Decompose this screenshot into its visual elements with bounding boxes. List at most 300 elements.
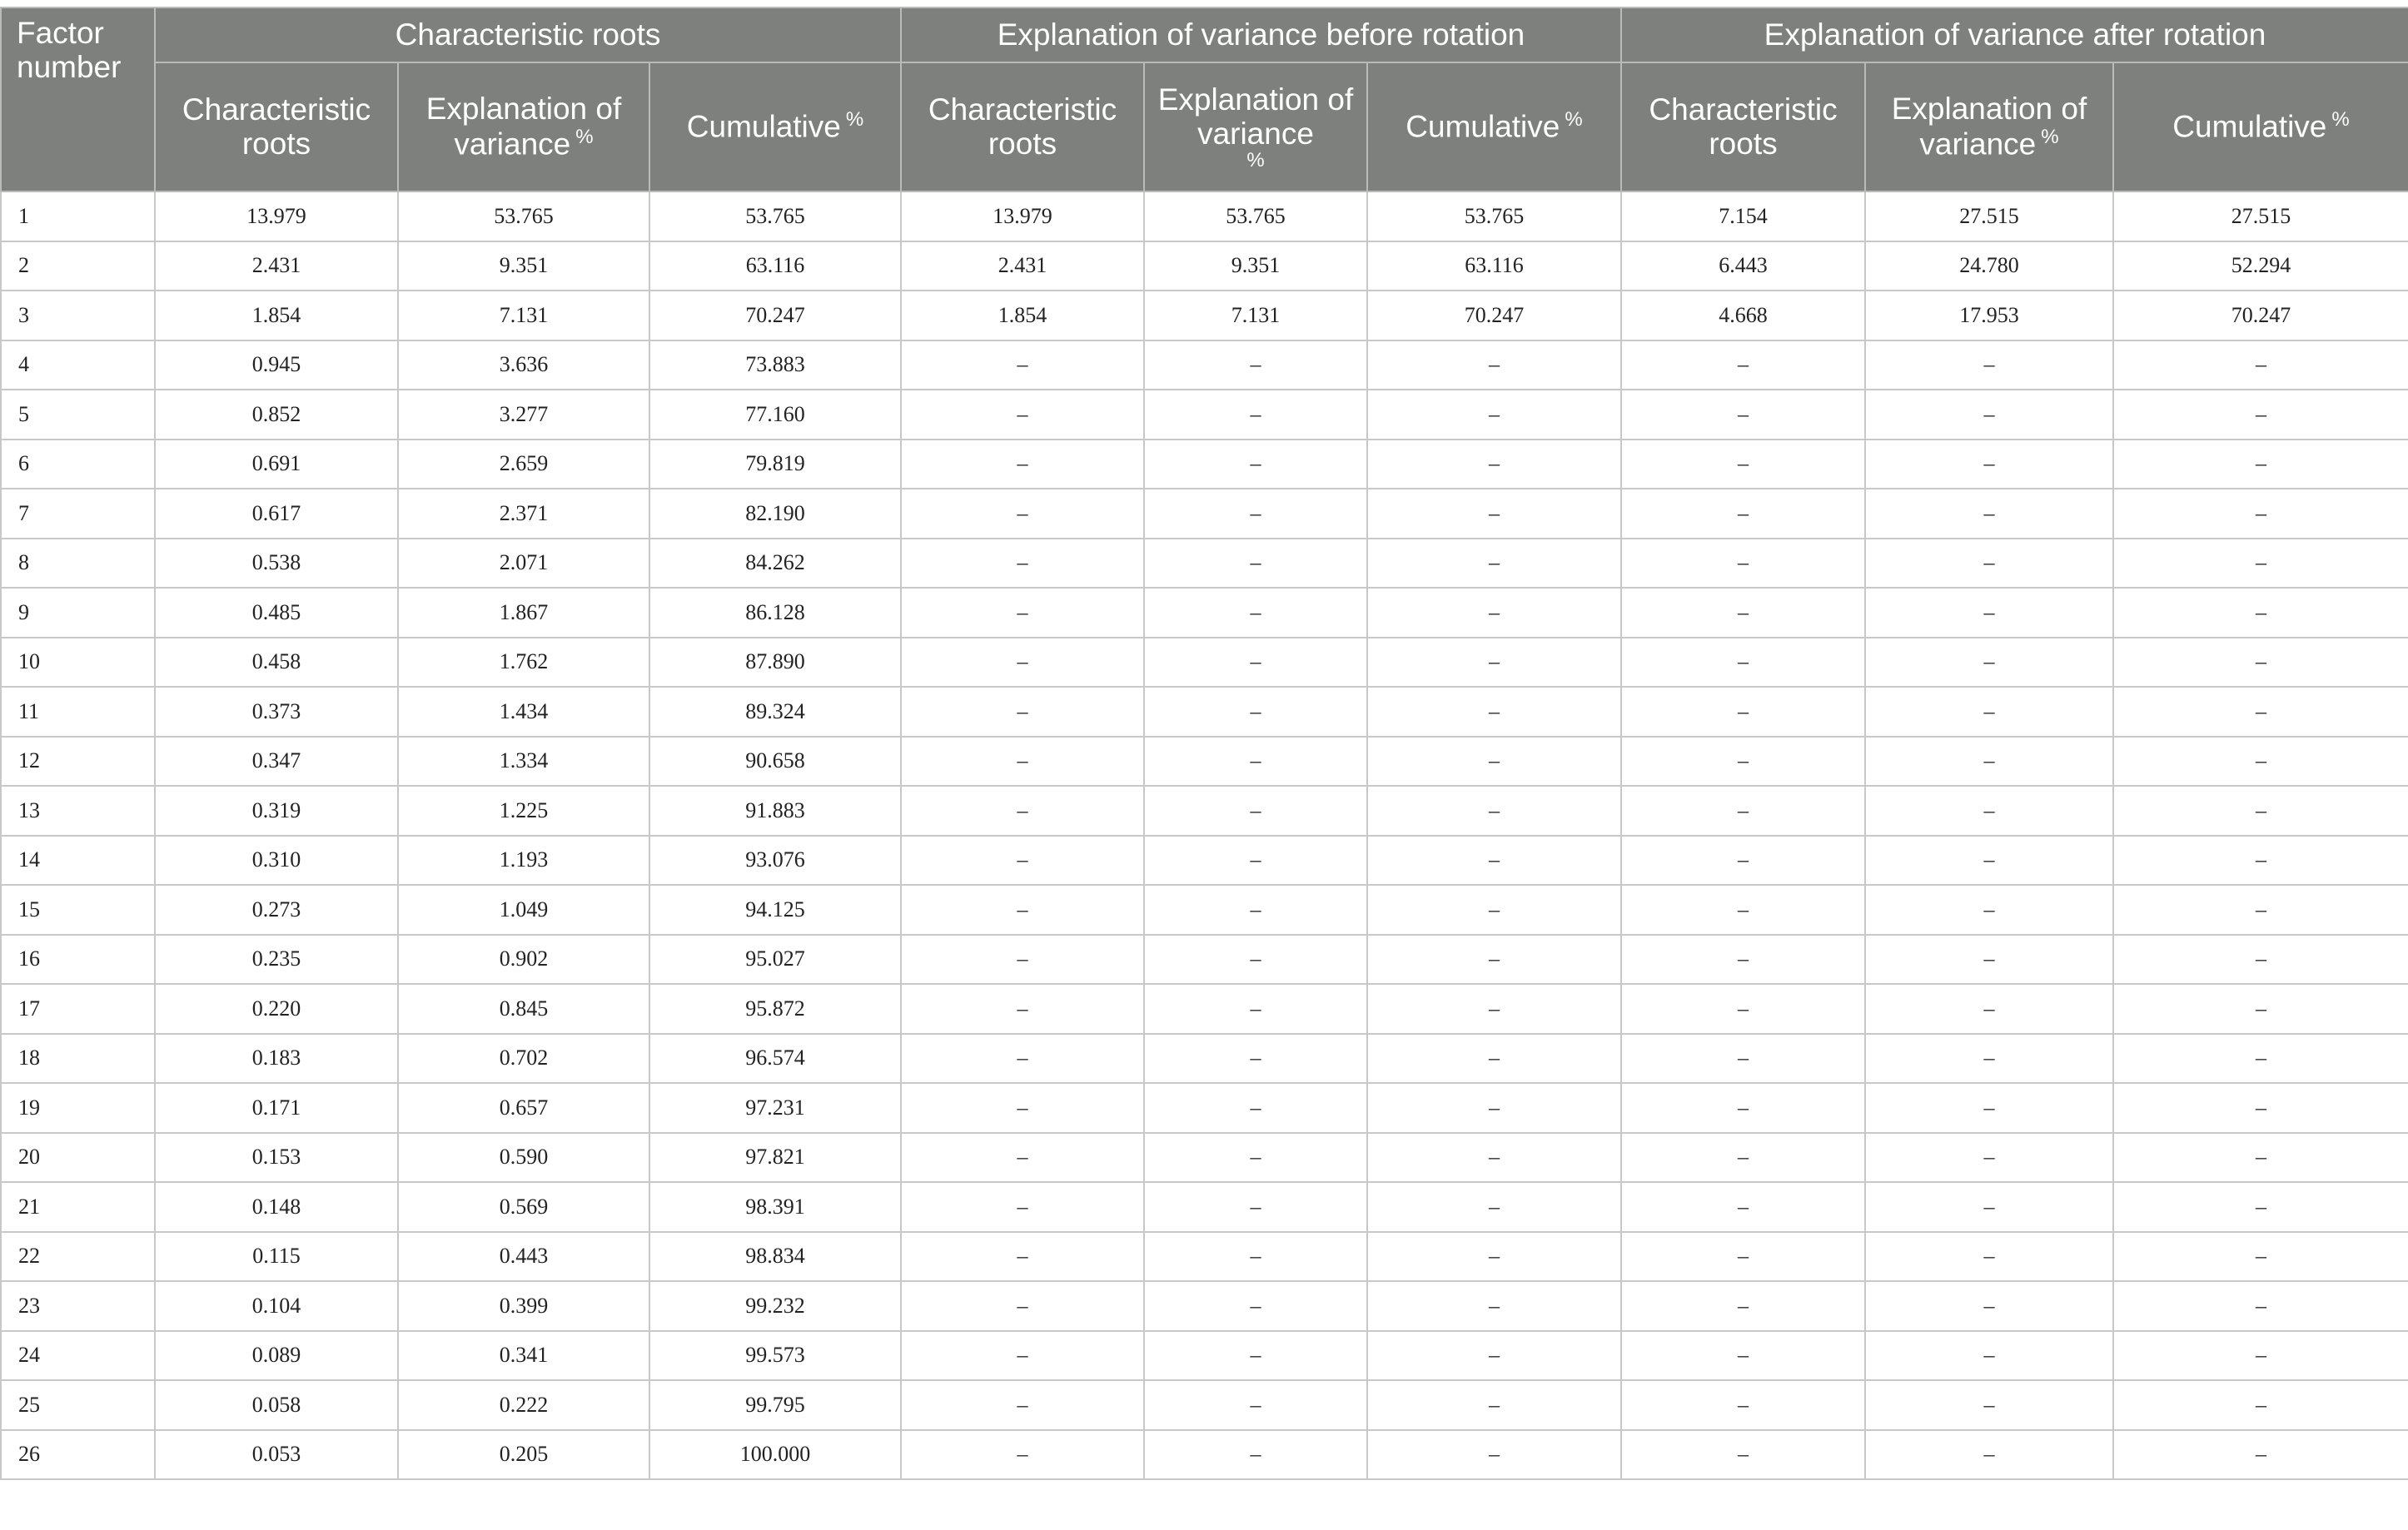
after-rotation-variance-cell: – — [1865, 1430, 2113, 1480]
after-rotation-cumulative-cell: – — [2113, 638, 2408, 688]
after-rotation-roots-cell: – — [1621, 440, 1865, 489]
factor-number-cell: 11 — [1, 687, 155, 737]
before-rotation-variance-cell: 7.131 — [1144, 291, 1367, 340]
before-rotation-variance-cell: – — [1144, 1083, 1367, 1133]
characteristic-roots-cell: 0.148 — [155, 1182, 398, 1232]
table-row — [1, 291, 2408, 340]
before-rotation-variance-cell: – — [1144, 737, 1367, 787]
before-rotation-variance-cell: – — [1144, 440, 1367, 489]
before-rotation-roots-cell: – — [901, 1331, 1144, 1381]
after-rotation-cumulative-cell: – — [2113, 1232, 2408, 1282]
factor-number-cell: 24 — [1, 1331, 155, 1381]
after-rotation-roots-cell: 7.154 — [1621, 191, 1865, 241]
after-rotation-variance-cell: – — [1865, 440, 2113, 489]
cumulative-cell: 91.883 — [649, 786, 901, 836]
before-rotation-variance-cell: – — [1144, 489, 1367, 539]
factor-number-cell: 26 — [1, 1430, 155, 1480]
explanation-of-variance-cell: 1.867 — [398, 588, 649, 638]
factor-number-cell: 22 — [1, 1232, 155, 1282]
table-row — [1, 1034, 2408, 1084]
percent-sign: % — [845, 108, 864, 132]
explanation-of-variance-cell: 0.443 — [398, 1232, 649, 1282]
factor-number-cell: 15 — [1, 885, 155, 935]
after-rotation-cumulative-cell: – — [2113, 440, 2408, 489]
after-rotation-cumulative-cell: – — [2113, 1182, 2408, 1232]
table-row — [1, 1083, 2408, 1133]
after-rotation-roots-cell: – — [1621, 1331, 1865, 1381]
cumulative-cell: 98.391 — [649, 1182, 901, 1232]
explanation-of-variance-cell: 7.131 — [398, 291, 649, 340]
after-rotation-roots-cell: – — [1621, 638, 1865, 688]
cumulative-cell: 82.190 — [649, 489, 901, 539]
factor-number-cell: 16 — [1, 935, 155, 985]
after-rotation-cumulative-cell: – — [2113, 539, 2408, 589]
before-rotation-roots-cell: – — [901, 1182, 1144, 1232]
factor-number-cell: 7 — [1, 489, 155, 539]
before-rotation-variance-cell: – — [1144, 786, 1367, 836]
characteristic-roots-cell: 13.979 — [155, 191, 398, 241]
characteristic-roots-cell: 0.153 — [155, 1133, 398, 1183]
cumulative-cell: 96.574 — [649, 1034, 901, 1084]
explanation-of-variance-cell: 9.351 — [398, 241, 649, 291]
before-rotation-roots-cell: – — [901, 539, 1144, 589]
header-characteristic-roots — [901, 62, 1144, 191]
before-rotation-variance-cell: – — [1144, 1430, 1367, 1480]
explanation-of-variance-cell: 0.222 — [398, 1380, 649, 1430]
before-rotation-roots-cell: 1.854 — [901, 291, 1144, 340]
after-rotation-variance-cell: – — [1865, 1232, 2113, 1282]
after-rotation-cumulative-cell: – — [2113, 1034, 2408, 1084]
before-rotation-variance-cell: – — [1144, 836, 1367, 886]
characteristic-roots-cell: 0.458 — [155, 638, 398, 688]
characteristic-roots-cell: 0.273 — [155, 885, 398, 935]
explanation-of-variance-cell: 1.049 — [398, 885, 649, 935]
header-label: Cumulative — [1405, 109, 1560, 144]
before-rotation-roots-cell: – — [901, 1380, 1144, 1430]
characteristic-roots-cell: 1.854 — [155, 291, 398, 340]
characteristic-roots-cell: 0.058 — [155, 1380, 398, 1430]
after-rotation-cumulative-cell: – — [2113, 737, 2408, 787]
before-rotation-roots-cell: 2.431 — [901, 241, 1144, 291]
table-row — [1, 1281, 2408, 1331]
before-rotation-variance-cell: – — [1144, 687, 1367, 737]
after-rotation-variance-cell: – — [1865, 885, 2113, 935]
before-rotation-roots-cell: – — [901, 836, 1144, 886]
after-rotation-roots-cell: – — [1621, 539, 1865, 589]
after-rotation-cumulative-cell: – — [2113, 1331, 2408, 1381]
before-rotation-variance-cell: – — [1144, 1133, 1367, 1183]
factor-number-cell: 4 — [1, 340, 155, 390]
after-rotation-cumulative-cell: – — [2113, 984, 2408, 1034]
before-rotation-roots-cell: – — [901, 885, 1144, 935]
explanation-of-variance-cell: 2.071 — [398, 539, 649, 589]
before-rotation-roots-cell: – — [901, 390, 1144, 440]
before-rotation-cumulative-cell: – — [1367, 1380, 1621, 1430]
after-rotation-roots-cell: – — [1621, 489, 1865, 539]
percent-sign: % — [2331, 108, 2350, 132]
before-rotation-cumulative-cell: – — [1367, 489, 1621, 539]
after-rotation-roots-cell: – — [1621, 687, 1865, 737]
after-rotation-roots-cell: 6.443 — [1621, 241, 1865, 291]
before-rotation-cumulative-cell: – — [1367, 340, 1621, 390]
before-rotation-variance-cell: – — [1144, 1380, 1367, 1430]
before-rotation-variance-cell: – — [1144, 1034, 1367, 1084]
table-row — [1, 935, 2408, 985]
after-rotation-variance-cell: – — [1865, 935, 2113, 985]
explanation-of-variance-cell: 0.341 — [398, 1331, 649, 1381]
cumulative-cell: 87.890 — [649, 638, 901, 688]
table-row — [1, 539, 2408, 589]
cumulative-cell: 95.872 — [649, 984, 901, 1034]
before-rotation-cumulative-cell: – — [1367, 687, 1621, 737]
after-rotation-variance-cell: – — [1865, 687, 2113, 737]
table-row — [1, 984, 2408, 1034]
after-rotation-variance-cell: – — [1865, 1083, 2113, 1133]
after-rotation-roots-cell: – — [1621, 1380, 1865, 1430]
after-rotation-cumulative-cell: – — [2113, 489, 2408, 539]
cumulative-cell: 86.128 — [649, 588, 901, 638]
cumulative-cell: 93.076 — [649, 836, 901, 886]
explanation-of-variance-cell: 1.193 — [398, 836, 649, 886]
header-characteristic-roots — [155, 62, 398, 191]
before-rotation-roots-cell: – — [901, 1281, 1144, 1331]
header-group-before-rotation: Explanation of variance before rotation — [901, 7, 1621, 62]
before-rotation-cumulative-cell: – — [1367, 1083, 1621, 1133]
table-row — [1, 588, 2408, 638]
table-row — [1, 1331, 2408, 1381]
characteristic-roots-cell: 0.852 — [155, 390, 398, 440]
factor-number-cell: 23 — [1, 1281, 155, 1331]
after-rotation-variance-cell: – — [1865, 1182, 2113, 1232]
percent-sign: % — [575, 125, 594, 148]
cumulative-cell: 77.160 — [649, 390, 901, 440]
after-rotation-cumulative-cell: – — [2113, 687, 2408, 737]
header-label: Cumulative — [2172, 109, 2327, 144]
factor-number-cell: 6 — [1, 440, 155, 489]
explanation-of-variance-cell: 0.702 — [398, 1034, 649, 1084]
after-rotation-variance-cell: 24.780 — [1865, 241, 2113, 291]
explanation-of-variance-cell: 2.371 — [398, 489, 649, 539]
after-rotation-variance-cell: – — [1865, 786, 2113, 836]
factor-number-cell: 20 — [1, 1133, 155, 1183]
explanation-of-variance-cell: 2.659 — [398, 440, 649, 489]
table-row — [1, 1232, 2408, 1282]
after-rotation-cumulative-cell: 27.515 — [2113, 191, 2408, 241]
explanation-of-variance-cell: 3.636 — [398, 340, 649, 390]
explanation-of-variance-cell: 0.657 — [398, 1083, 649, 1133]
after-rotation-roots-cell: – — [1621, 390, 1865, 440]
after-rotation-variance-cell: – — [1865, 638, 2113, 688]
header-label: Explanation of variance — [1891, 92, 2087, 161]
factor-number-cell: 14 — [1, 836, 155, 886]
before-rotation-variance-cell: – — [1144, 1232, 1367, 1282]
table-row — [1, 786, 2408, 836]
cumulative-cell: 89.324 — [649, 687, 901, 737]
before-rotation-roots-cell: 13.979 — [901, 191, 1144, 241]
characteristic-roots-cell: 0.347 — [155, 737, 398, 787]
before-rotation-variance-cell: 9.351 — [1144, 241, 1367, 291]
before-rotation-roots-cell: – — [901, 1133, 1144, 1183]
table-row — [1, 1182, 2408, 1232]
cumulative-cell: 97.231 — [649, 1083, 901, 1133]
cumulative-cell: 84.262 — [649, 539, 901, 589]
before-rotation-cumulative-cell: – — [1367, 539, 1621, 589]
cumulative-cell: 63.116 — [649, 241, 901, 291]
after-rotation-cumulative-cell: – — [2113, 390, 2408, 440]
before-rotation-roots-cell: – — [901, 489, 1144, 539]
factor-number-cell: 17 — [1, 984, 155, 1034]
header-label: Explanation of variance — [1157, 82, 1354, 151]
before-rotation-variance-cell: – — [1144, 390, 1367, 440]
characteristic-roots-cell: 0.485 — [155, 588, 398, 638]
before-rotation-variance-cell: – — [1144, 885, 1367, 935]
cumulative-cell: 53.765 — [649, 191, 901, 241]
after-rotation-cumulative-cell: – — [2113, 836, 2408, 886]
after-rotation-variance-cell: – — [1865, 588, 2113, 638]
characteristic-roots-cell: 2.431 — [155, 241, 398, 291]
after-rotation-cumulative-cell: – — [2113, 1430, 2408, 1480]
after-rotation-roots-cell: – — [1621, 1133, 1865, 1183]
factor-number-cell: 2 — [1, 241, 155, 291]
percent-sign: % — [2041, 125, 2059, 148]
explanation-of-variance-cell: 1.434 — [398, 687, 649, 737]
characteristic-roots-cell: 0.945 — [155, 340, 398, 390]
before-rotation-cumulative-cell: – — [1367, 1034, 1621, 1084]
factor-number-cell: 3 — [1, 291, 155, 340]
table-row — [1, 340, 2408, 390]
after-rotation-cumulative-cell: 52.294 — [2113, 241, 2408, 291]
characteristic-roots-cell: 0.538 — [155, 539, 398, 589]
before-rotation-variance-cell: – — [1144, 340, 1367, 390]
after-rotation-cumulative-cell: – — [2113, 885, 2408, 935]
characteristic-roots-cell: 0.183 — [155, 1034, 398, 1084]
table-row — [1, 191, 2408, 241]
before-rotation-cumulative-cell: 53.765 — [1367, 191, 1621, 241]
before-rotation-cumulative-cell: – — [1367, 1232, 1621, 1282]
explanation-of-variance-cell: 53.765 — [398, 191, 649, 241]
percent-sign: % — [1565, 108, 1583, 132]
after-rotation-roots-cell: – — [1621, 1034, 1865, 1084]
before-rotation-cumulative-cell: – — [1367, 1133, 1621, 1183]
before-rotation-variance-cell: – — [1144, 539, 1367, 589]
factor-number-cell: 19 — [1, 1083, 155, 1133]
before-rotation-variance-cell: – — [1144, 1281, 1367, 1331]
explanation-of-variance-cell: 1.762 — [398, 638, 649, 688]
header-explanation-of-variance — [398, 62, 649, 191]
explanation-of-variance-cell: 0.845 — [398, 984, 649, 1034]
before-rotation-cumulative-cell: – — [1367, 440, 1621, 489]
table-row — [1, 390, 2408, 440]
header-cumulative — [1367, 62, 1621, 191]
after-rotation-roots-cell: – — [1621, 737, 1865, 787]
before-rotation-variance-cell: 53.765 — [1144, 191, 1367, 241]
before-rotation-variance-cell: – — [1144, 984, 1367, 1034]
before-rotation-cumulative-cell: 63.116 — [1367, 241, 1621, 291]
cumulative-cell: 98.834 — [649, 1232, 901, 1282]
before-rotation-cumulative-cell: – — [1367, 1182, 1621, 1232]
characteristic-roots-cell: 0.171 — [155, 1083, 398, 1133]
characteristic-roots-cell: 0.235 — [155, 935, 398, 985]
after-rotation-variance-cell: – — [1865, 1133, 2113, 1183]
factor-number-cell: 5 — [1, 390, 155, 440]
table-row — [1, 1133, 2408, 1183]
before-rotation-variance-cell: – — [1144, 588, 1367, 638]
cumulative-cell: 70.247 — [649, 291, 901, 340]
characteristic-roots-cell: 0.310 — [155, 836, 398, 886]
factor-number-cell: 18 — [1, 1034, 155, 1084]
cumulative-cell: 99.795 — [649, 1380, 901, 1430]
after-rotation-roots-cell: – — [1621, 935, 1865, 985]
characteristic-roots-cell: 0.319 — [155, 786, 398, 836]
factor-variance-table — [0, 7, 2408, 1480]
before-rotation-cumulative-cell: – — [1367, 935, 1621, 985]
before-rotation-roots-cell: – — [901, 340, 1144, 390]
header-factor-number: Factor number — [1, 7, 155, 191]
characteristic-roots-cell: 0.617 — [155, 489, 398, 539]
after-rotation-roots-cell: – — [1621, 1232, 1865, 1282]
before-rotation-cumulative-cell: – — [1367, 1281, 1621, 1331]
before-rotation-roots-cell: – — [901, 935, 1144, 985]
after-rotation-variance-cell: 27.515 — [1865, 191, 2113, 241]
after-rotation-roots-cell: – — [1621, 836, 1865, 886]
table-row — [1, 638, 2408, 688]
after-rotation-cumulative-cell: – — [2113, 786, 2408, 836]
before-rotation-roots-cell: – — [901, 786, 1144, 836]
explanation-of-variance-cell: 3.277 — [398, 390, 649, 440]
before-rotation-cumulative-cell: – — [1367, 786, 1621, 836]
factor-number-cell: 13 — [1, 786, 155, 836]
header-label: Characteristic roots — [182, 92, 371, 161]
cumulative-cell: 94.125 — [649, 885, 901, 935]
before-rotation-cumulative-cell: – — [1367, 836, 1621, 886]
after-rotation-cumulative-cell: – — [2113, 340, 2408, 390]
after-rotation-roots-cell: – — [1621, 340, 1865, 390]
header-label: Explanation of variance — [425, 92, 622, 161]
factor-number-cell: 8 — [1, 539, 155, 589]
after-rotation-variance-cell: – — [1865, 1331, 2113, 1381]
before-rotation-roots-cell: – — [901, 1430, 1144, 1480]
table-header — [1, 7, 2408, 191]
before-rotation-roots-cell: – — [901, 588, 1144, 638]
factor-number-cell: 1 — [1, 191, 155, 241]
before-rotation-cumulative-cell: – — [1367, 1331, 1621, 1381]
before-rotation-cumulative-cell: – — [1367, 588, 1621, 638]
before-rotation-roots-cell: – — [901, 440, 1144, 489]
before-rotation-roots-cell: – — [901, 984, 1144, 1034]
explanation-of-variance-cell: 0.590 — [398, 1133, 649, 1183]
explanation-of-variance-cell: 0.902 — [398, 935, 649, 985]
factor-number-cell: 21 — [1, 1182, 155, 1232]
header-label: Characteristic roots — [928, 92, 1117, 161]
table-row — [1, 1380, 2408, 1430]
after-rotation-cumulative-cell: – — [2113, 1133, 2408, 1183]
after-rotation-roots-cell: – — [1621, 984, 1865, 1034]
before-rotation-cumulative-cell: 70.247 — [1367, 291, 1621, 340]
explanation-of-variance-cell: 0.205 — [398, 1430, 649, 1480]
after-rotation-cumulative-cell: – — [2113, 1281, 2408, 1331]
header-label: Cumulative — [686, 109, 841, 144]
characteristic-roots-cell: 0.089 — [155, 1331, 398, 1381]
after-rotation-cumulative-cell: – — [2113, 935, 2408, 985]
characteristic-roots-cell: 0.115 — [155, 1232, 398, 1282]
characteristic-roots-cell: 0.053 — [155, 1430, 398, 1480]
cumulative-cell: 95.027 — [649, 935, 901, 985]
after-rotation-variance-cell: – — [1865, 1281, 2113, 1331]
header-characteristic-roots — [1621, 62, 1865, 191]
header-explanation-of-variance — [1144, 62, 1367, 191]
table-row — [1, 241, 2408, 291]
cumulative-cell: 90.658 — [649, 737, 901, 787]
characteristic-roots-cell: 0.104 — [155, 1281, 398, 1331]
cumulative-cell: 97.821 — [649, 1133, 901, 1183]
header-cumulative — [2113, 62, 2408, 191]
explanation-of-variance-cell: 0.399 — [398, 1281, 649, 1331]
characteristic-roots-cell: 0.691 — [155, 440, 398, 489]
after-rotation-cumulative-cell: – — [2113, 588, 2408, 638]
explanation-of-variance-cell: 1.225 — [398, 786, 649, 836]
before-rotation-cumulative-cell: – — [1367, 885, 1621, 935]
before-rotation-cumulative-cell: – — [1367, 737, 1621, 787]
after-rotation-roots-cell: 4.668 — [1621, 291, 1865, 340]
after-rotation-variance-cell: – — [1865, 737, 2113, 787]
header-group-characteristic-roots: Characteristic roots — [155, 7, 901, 62]
cumulative-cell: 100.000 — [649, 1430, 901, 1480]
after-rotation-variance-cell: – — [1865, 489, 2113, 539]
cumulative-cell: 99.232 — [649, 1281, 901, 1331]
after-rotation-roots-cell: – — [1621, 588, 1865, 638]
after-rotation-variance-cell: – — [1865, 1034, 2113, 1084]
after-rotation-variance-cell: – — [1865, 984, 2113, 1034]
table-row — [1, 440, 2408, 489]
header-label: Characteristic roots — [1649, 92, 1838, 161]
header-explanation-of-variance — [1865, 62, 2113, 191]
header-group-after-rotation: Explanation of variance after rotation — [1621, 7, 2408, 62]
before-rotation-roots-cell: – — [901, 638, 1144, 688]
table-body — [1, 191, 2408, 1479]
after-rotation-roots-cell: – — [1621, 885, 1865, 935]
factor-number-cell: 25 — [1, 1380, 155, 1430]
before-rotation-cumulative-cell: – — [1367, 984, 1621, 1034]
factor-number-cell: 12 — [1, 737, 155, 787]
characteristic-roots-cell: 0.220 — [155, 984, 398, 1034]
after-rotation-variance-cell: 17.953 — [1865, 291, 2113, 340]
characteristic-roots-cell: 0.373 — [155, 687, 398, 737]
before-rotation-variance-cell: – — [1144, 1182, 1367, 1232]
before-rotation-cumulative-cell: – — [1367, 390, 1621, 440]
before-rotation-roots-cell: – — [901, 1232, 1144, 1282]
after-rotation-variance-cell: – — [1865, 1380, 2113, 1430]
before-rotation-variance-cell: – — [1144, 935, 1367, 985]
after-rotation-roots-cell: – — [1621, 1281, 1865, 1331]
percent-sign: % — [1246, 149, 1265, 172]
after-rotation-variance-cell: – — [1865, 836, 2113, 886]
after-rotation-roots-cell: – — [1621, 1083, 1865, 1133]
after-rotation-roots-cell: – — [1621, 786, 1865, 836]
variance-table-container — [0, 7, 2408, 1480]
before-rotation-roots-cell: – — [901, 1083, 1144, 1133]
after-rotation-variance-cell: – — [1865, 340, 2113, 390]
before-rotation-roots-cell: – — [901, 737, 1144, 787]
cumulative-cell: 73.883 — [649, 340, 901, 390]
before-rotation-cumulative-cell: – — [1367, 638, 1621, 688]
header-cumulative — [649, 62, 901, 191]
before-rotation-cumulative-cell: – — [1367, 1430, 1621, 1480]
table-row — [1, 687, 2408, 737]
factor-number-cell: 10 — [1, 638, 155, 688]
before-rotation-variance-cell: – — [1144, 1331, 1367, 1381]
table-row — [1, 836, 2408, 886]
cumulative-cell: 79.819 — [649, 440, 901, 489]
